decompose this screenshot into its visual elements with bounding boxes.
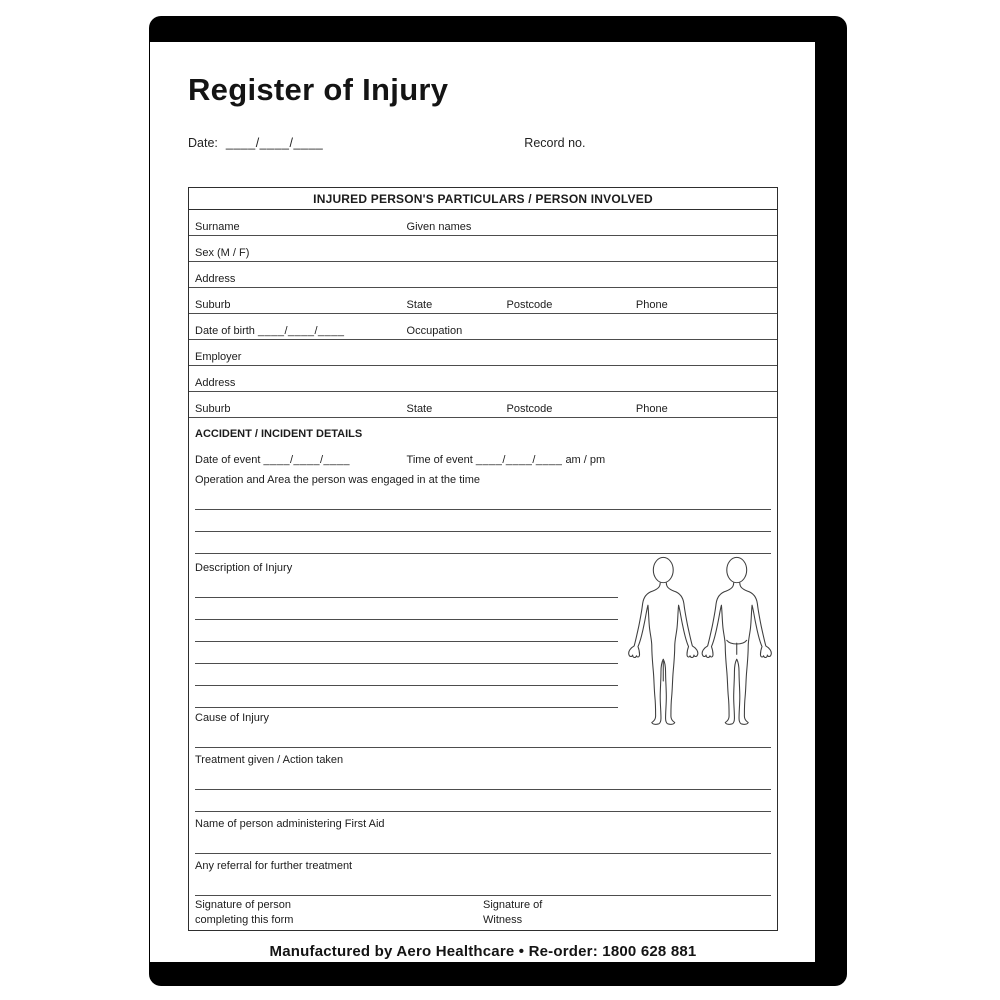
signature-witness-line1: Signature of — [483, 899, 543, 912]
record-no-label: Record no. — [524, 136, 586, 150]
first-aid-name-label: Name of person administering First Aid — [195, 818, 385, 830]
ruled-line-row — [189, 488, 777, 510]
employer-suburb-label: Suburb — [195, 403, 231, 415]
postcode-label: Postcode — [506, 299, 553, 311]
date-label: Date: — [188, 136, 218, 150]
field-row-event — [189, 442, 777, 468]
ruled-line-row — [189, 874, 777, 896]
signature-person-line2: completing this form — [195, 913, 294, 926]
date-of-event-text: Date of event — [195, 454, 261, 466]
date-blank-slots: ____/____/____ — [225, 136, 324, 150]
date-of-event-label — [195, 454, 350, 466]
body-diagram — [625, 556, 775, 726]
address-label: Address — [195, 273, 236, 285]
operation-label: Operation and Area the person was engaged in at the time — [195, 474, 480, 486]
phone-label: Phone — [635, 299, 668, 311]
event-time-blank-slots: ____/____/____ — [475, 454, 563, 466]
dob-blank-slots: ____/____/____ — [257, 325, 345, 337]
treatment-label-row — [189, 748, 777, 768]
occupation-label: Occupation — [406, 325, 463, 337]
field-row-name — [189, 210, 777, 236]
ruled-line-row — [189, 832, 777, 854]
surname-label: Surname — [195, 221, 240, 233]
ruled-line-row — [189, 768, 777, 790]
employer-phone-label: Phone — [635, 403, 668, 415]
date-of-birth-text: Date of birth — [195, 325, 255, 337]
employer-postcode-label: Postcode — [506, 403, 553, 415]
section-header-accident — [189, 418, 777, 442]
description-section — [189, 554, 777, 708]
am-pm-label: am / pm — [565, 454, 606, 466]
operation-label-row — [189, 468, 777, 488]
field-row-dob — [189, 314, 777, 340]
employer-address-label: Address — [195, 377, 236, 389]
event-date-blank-slots: ____/____/____ — [263, 454, 351, 466]
footer-text: Manufactured by Aero Healthcare • Re-order: 1800 628 881 — [269, 943, 697, 960]
first-aid-name-label-row — [189, 812, 777, 832]
description-label: Description of Injury — [195, 562, 293, 574]
signature-person-line1: Signature of person — [195, 899, 292, 912]
treatment-label: Treatment given / Action taken — [195, 754, 344, 766]
field-row-suburb — [189, 288, 777, 314]
body-back-figure — [702, 557, 771, 724]
form-page — [150, 42, 815, 962]
sex-label: Sex (M / F) — [195, 247, 250, 259]
employer-state-label: State — [406, 403, 433, 415]
date-of-birth-label — [195, 325, 345, 337]
ruled-line-row — [189, 532, 777, 554]
state-label: State — [406, 299, 433, 311]
body-front-figure — [629, 557, 698, 724]
employer-label: Employer — [195, 351, 242, 363]
section-header-particulars: INJURED PERSON'S PARTICULARS / PERSON INVOLVED — [189, 188, 777, 210]
suburb-label: Suburb — [195, 299, 231, 311]
cause-label-row — [189, 708, 777, 726]
page-title: Register of Injury — [188, 72, 449, 107]
time-of-event-text: Time of event — [406, 454, 473, 466]
field-row-employer — [189, 340, 777, 366]
form-box — [188, 187, 778, 931]
ruled-line-row — [189, 510, 777, 532]
field-row-employer-address — [189, 366, 777, 392]
referral-label: Any referral for further treatment — [195, 860, 353, 872]
accident-header-label: ACCIDENT / INCIDENT DETAILS — [195, 428, 363, 440]
given-names-label: Given names — [406, 221, 472, 233]
field-row-address — [189, 262, 777, 288]
field-row-employer-suburb — [189, 392, 777, 418]
time-of-event-label — [407, 454, 606, 466]
signature-witness-line2: Witness — [483, 913, 523, 926]
signature-witness-label — [483, 898, 542, 927]
date-record-row — [188, 136, 778, 154]
field-row-sex — [189, 236, 777, 262]
ruled-line-row — [189, 726, 777, 748]
referral-label-row — [189, 854, 777, 874]
signature-row — [189, 896, 777, 930]
signature-person-label — [195, 898, 293, 927]
ruled-line-row — [189, 790, 777, 812]
cause-label: Cause of Injury — [195, 712, 269, 724]
